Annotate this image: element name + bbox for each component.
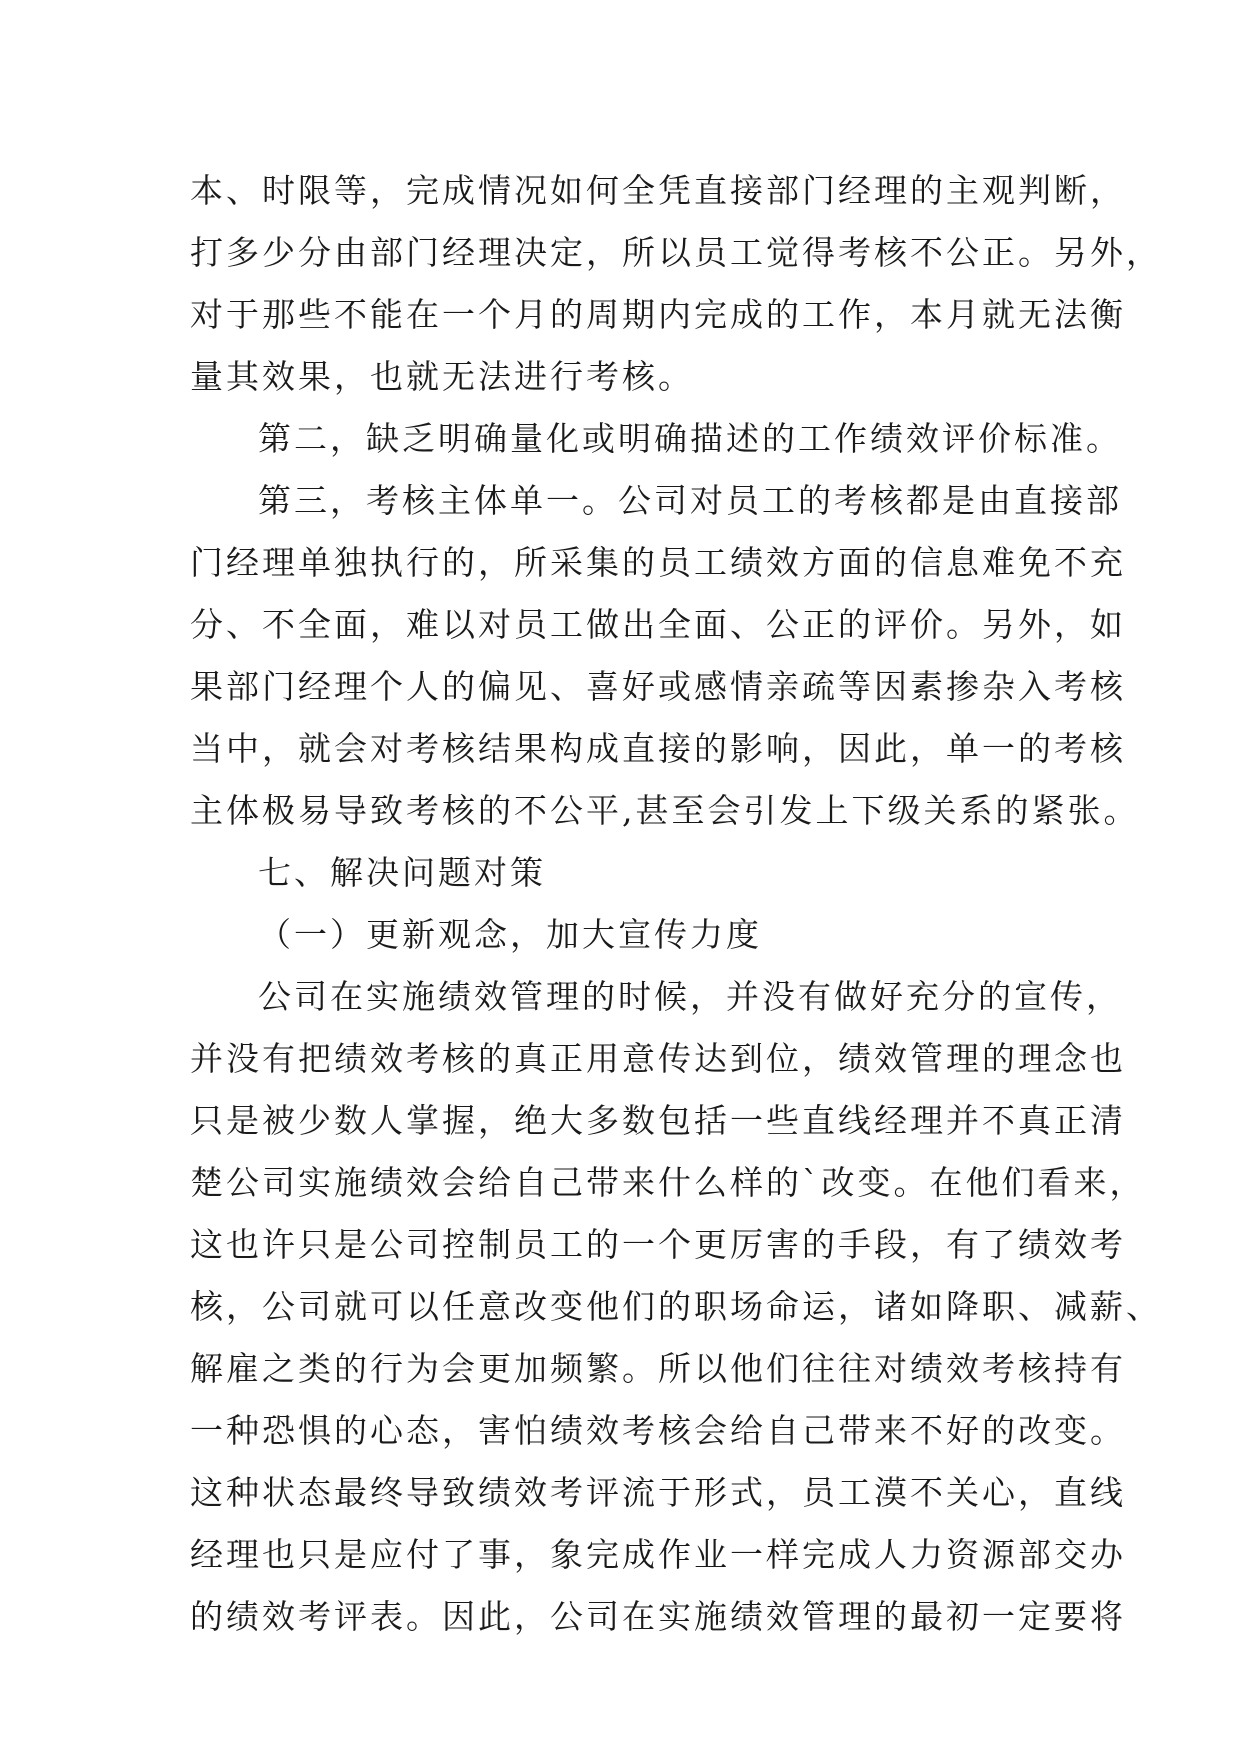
text-line: 打多少分由部门经理决定，所以员工觉得考核不公正。另外，	[190, 233, 1162, 272]
text-line: 量其效果，也就无法进行考核。	[190, 357, 694, 396]
text-line: 主体极易导致考核的不公平,甚至会引发上下级关系的紧张。	[190, 791, 1140, 830]
text-line: 楚公司实施绩效会给自己带来什么样的`改变。在他们看来，	[190, 1163, 1146, 1202]
text-line: 的绩效考评表。因此，公司在实施绩效管理的最初一定要将	[190, 1597, 1126, 1636]
text-line: 只是被少数人掌握，绝大多数包括一些直线经理并不真正清	[190, 1101, 1126, 1140]
text-line: 第三，考核主体单一。公司对员工的考核都是由直接部	[258, 481, 1122, 520]
text-line: 解雇之类的行为会更加频繁。所以他们往往对绩效考核持有	[190, 1349, 1126, 1388]
text-line: 当中，就会对考核结果构成直接的影响，因此，单一的考核	[190, 729, 1126, 768]
text-line: 经理也只是应付了事，象完成作业一样完成人力资源部交办	[190, 1535, 1126, 1574]
text-line: 这也许只是公司控制员工的一个更厉害的手段，有了绩效考	[190, 1225, 1126, 1264]
text-line: 果部门经理个人的偏见、喜好或感情亲疏等因素掺杂入考核	[190, 667, 1126, 706]
text-line: 分、不全面，难以对员工做出全面、公正的评价。另外，如	[190, 605, 1126, 644]
text-line: 七、解决问题对策	[258, 853, 546, 892]
text-line: （一）更新观念，加大宣传力度	[258, 915, 762, 954]
text-line: 第二，缺乏明确量化或明确描述的工作绩效评价标准。	[258, 419, 1122, 458]
text-line: 核，公司就可以任意改变他们的职场命运，诸如降职、减薪、	[190, 1287, 1162, 1326]
text-line: 公司在实施绩效管理的时候，并没有做好充分的宣传，	[258, 977, 1122, 1016]
document-body	[190, 160, 1162, 1648]
text-line: 门经理单独执行的，所采集的员工绩效方面的信息难免不充	[190, 543, 1126, 582]
text-line: 这种状态最终导致绩效考评流于形式，员工漠不关心，直线	[190, 1473, 1126, 1512]
text-line: 对于那些不能在一个月的周期内完成的工作，本月就无法衡	[190, 295, 1126, 334]
text-line: 并没有把绩效考核的真正用意传达到位，绩效管理的理念也	[190, 1039, 1126, 1078]
text-line: 本、时限等，完成情况如何全凭直接部门经理的主观判断，	[190, 171, 1126, 210]
text-line: 一种恐惧的心态，害怕绩效考核会给自己带来不好的改变。	[190, 1411, 1126, 1450]
